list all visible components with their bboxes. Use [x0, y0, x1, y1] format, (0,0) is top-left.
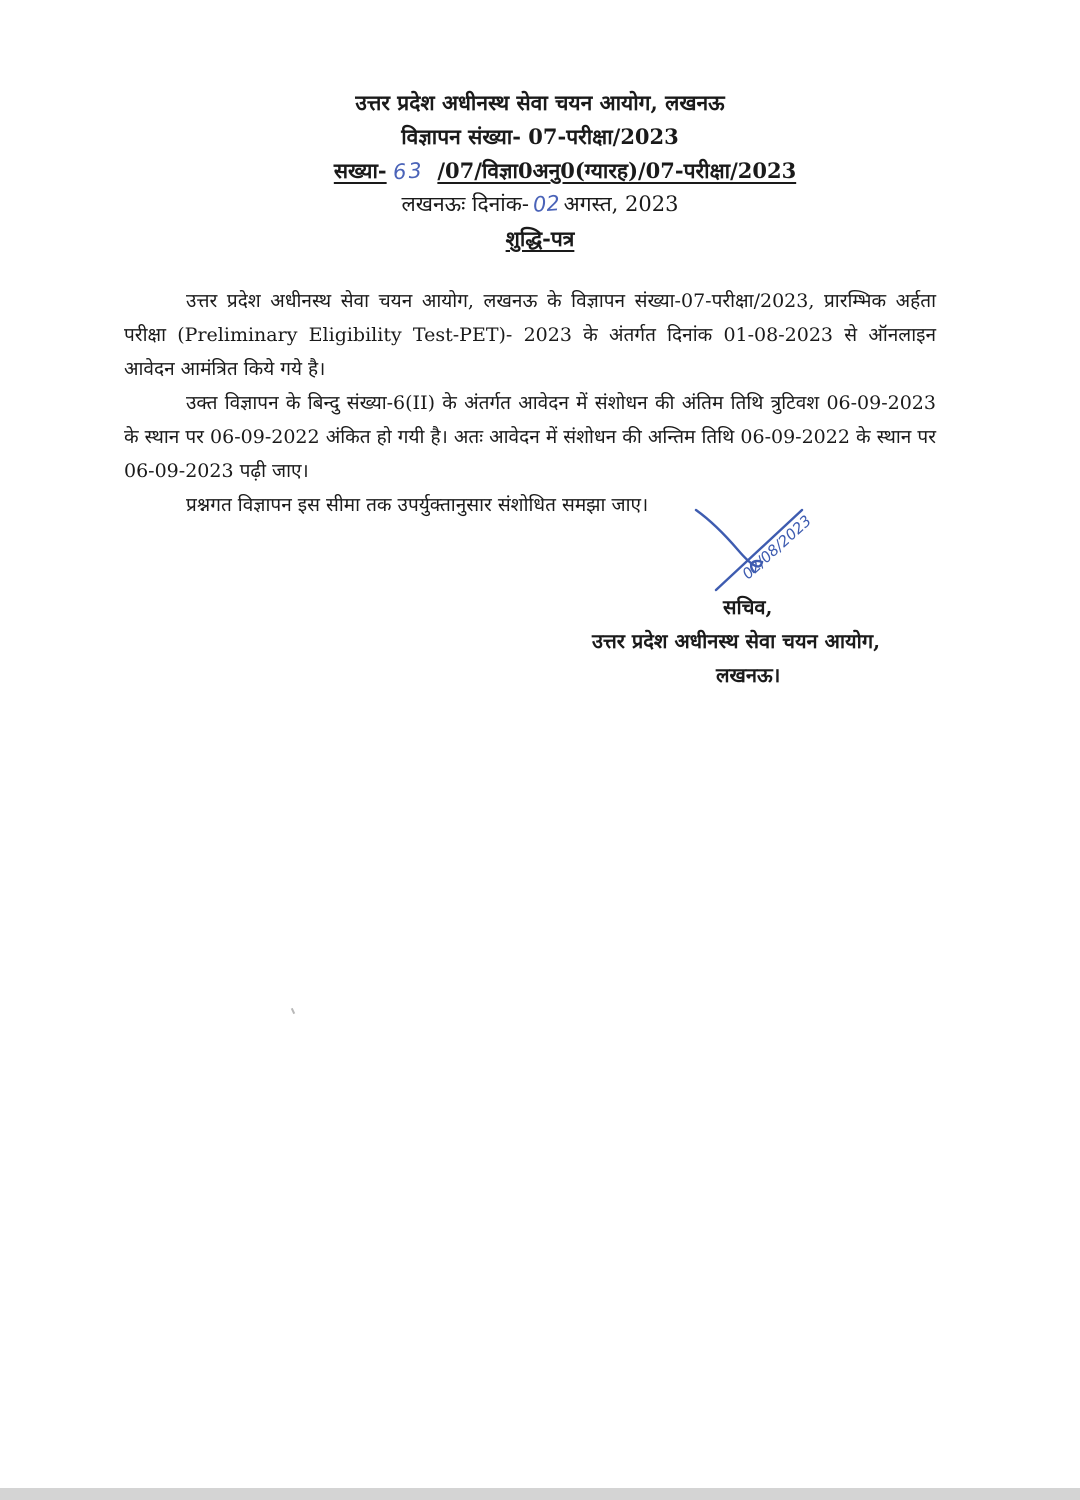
subject-line	[0, 228, 1080, 262]
signature-date: 02/08/2023	[738, 511, 815, 583]
document-body	[124, 284, 936, 522]
reference-handwritten-number: 63	[391, 158, 425, 185]
reference-number-line	[0, 160, 1080, 194]
signature-block	[560, 590, 1000, 692]
date-handwritten-day: 02	[532, 191, 561, 217]
signatory-city: लखनऊ।	[716, 663, 781, 687]
signatory-title: सचिव,	[723, 595, 773, 619]
paragraph-2: उक्त विज्ञापन के बिन्दु संख्या-6(II) के अंतर्गत आवेदन में संशोधन की अंतिम तिथि त्रुटिवश 06-09-2023 के स्थान पर 06-09-2022 अंकित हो गयी है। अतः आवेदन में संशोधन की अन्तिम तिथि 06-09-2022 के स्थान पर 06-09-2023 पढ़ी जाए।	[124, 392, 936, 482]
signature-mark	[690, 488, 860, 598]
date-prefix: लखनऊः दिनांक-	[401, 192, 529, 216]
reference-number	[334, 158, 796, 183]
commission-name: उत्तर प्रदेश अधीनस्थ सेवा चयन आयोग, लखनऊ	[355, 90, 725, 115]
date-suffix: अगस्त, 2023	[563, 192, 679, 216]
signatory-organization: उत्तर प्रदेश अधीनस्थ सेवा चयन आयोग,	[592, 629, 881, 653]
paragraph-1: उत्तर प्रदेश अधीनस्थ सेवा चयन आयोग, लखनऊ के विज्ञापन संख्या-07-परीक्षा/2023, प्रारम्भिक अर्हता परीक्षा (Preliminary Eligibility Test-PET)- 2023 के अंतर्गत दिनांक 01-08-2023 से ऑनलाइन आवेदन आमंत्रित किये गये है।	[124, 290, 936, 380]
reference-prefix: सख्या-	[333, 158, 387, 183]
subject-corrigendum: शुद्धि-पत्र	[505, 226, 575, 251]
document-header	[0, 92, 1080, 262]
scan-speck	[291, 1008, 295, 1014]
advertisement-number: विज्ञापन संख्या- 07-परीक्षा/2023	[401, 124, 679, 149]
reference-suffix: /07/विज्ञा0अनु0(ग्यारह)/07-परीक्षा/2023	[437, 158, 797, 183]
issue-date-line	[0, 191, 1080, 228]
scan-bottom-edge	[0, 1488, 1080, 1500]
paragraph-3: प्रश्नगत विज्ञापन इस सीमा तक उपर्युक्तानुसार संशोधित समझा जाए।	[186, 494, 649, 516]
